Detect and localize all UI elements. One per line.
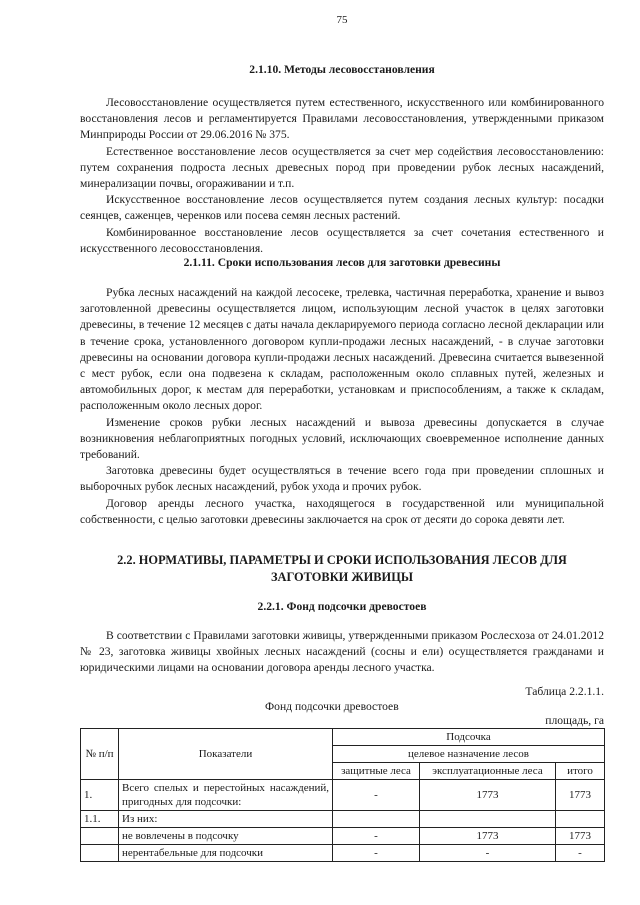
cell-label: Всего спелых и перестойных насаждений, пригодных для подсочки: bbox=[119, 780, 333, 811]
cell-protective: - bbox=[333, 780, 420, 811]
paragraph: Искусственное восстановление лесов осуществляется путем создания лесных культур: посадки сеянцев, саженцев, черенков или посева семян лесных растений. bbox=[80, 193, 604, 223]
header-group: Подсочка bbox=[333, 729, 605, 746]
cell-total: 1773 bbox=[556, 828, 605, 845]
cell-protective: - bbox=[333, 845, 420, 862]
paragraph: Естественное восстановление лесов осуществляется за счет мер содействия лесовосстановлению: путем сохранения подроста лесных древесных пород при проведении рубок лесных насаждений, минерализации почвы, огораживании и т.п. bbox=[80, 144, 604, 191]
cell-label: не вовлечены в подсочку bbox=[119, 828, 333, 845]
table-row bbox=[81, 780, 605, 811]
heading-2-1-11: 2.1.11. Сроки использования лесов для заготовки древесины bbox=[183, 256, 501, 269]
cell-protective: - bbox=[333, 828, 420, 845]
section-2-1-10-body bbox=[80, 95, 604, 257]
table-unit: площадь, га bbox=[545, 714, 604, 727]
cell-num bbox=[81, 828, 119, 845]
heading-2-2-1: 2.2.1. Фонд подсочки древостоев bbox=[257, 600, 427, 613]
table-row bbox=[81, 811, 605, 828]
cell-num bbox=[81, 845, 119, 862]
heading-2-1-10: 2.1.10. Методы лесовосстановления bbox=[249, 63, 435, 76]
heading-2-2-line1: 2.2. НОРМАТИВЫ, ПАРАМЕТРЫ И СРОКИ ИСПОЛЬЗОВАНИЯ ЛЕСОВ ДЛЯ bbox=[117, 553, 567, 567]
cell-label: нерентабельные для подсочки bbox=[119, 845, 333, 862]
section-2-1-11-body bbox=[80, 285, 604, 528]
data-table bbox=[80, 728, 605, 862]
table-row bbox=[81, 828, 605, 845]
paragraph: В соответствии с Правилами заготовки живицы, утвержденными приказом Рослесхоза от 24.01.2012 № 23, заготовка живицы хвойных лесных насаждений (сосны и ели) осуществляется гражданами и юридическими лицами на основании договора аренды лесного участка. bbox=[80, 629, 604, 675]
cell-total: - bbox=[556, 845, 605, 862]
heading-2-2-line2: ЗАГОТОВКИ ЖИВИЦЫ bbox=[270, 570, 414, 584]
paragraph: Комбинированное восстановление лесов осуществляется за счет сочетания естественного и искусственного лесовосстановления. bbox=[80, 225, 604, 255]
table-title: Фонд подсочки древостоев bbox=[265, 700, 399, 713]
heading-2-2 bbox=[80, 552, 604, 586]
header-col-protective: защитные леса bbox=[333, 763, 420, 780]
cell-num: 1. bbox=[81, 780, 119, 811]
header-col-total: итого bbox=[556, 763, 605, 780]
table-row bbox=[81, 845, 605, 862]
cell-exploitation: 1773 bbox=[420, 780, 556, 811]
table-header-row bbox=[81, 729, 605, 746]
cell-exploitation: - bbox=[420, 845, 556, 862]
cell-total bbox=[556, 811, 605, 828]
header-num: № п/п bbox=[81, 729, 119, 780]
paragraph: Изменение сроков рубки лесных насаждений и вывоза древесины допускается в случае возникновения неблагоприятных погодных условий, исключающих своевременное исполнение данных требований. bbox=[80, 415, 604, 462]
cell-protective bbox=[333, 811, 420, 828]
page-number: 75 bbox=[336, 14, 348, 26]
cell-exploitation: 1773 bbox=[420, 828, 556, 845]
cell-total: 1773 bbox=[556, 780, 605, 811]
paragraph: Заготовка древесины будет осуществляться в течение всего года при проведении сплошных и выборочных рубок лесных насаждений, рубок ухода и прочих рубок. bbox=[80, 464, 604, 494]
cell-num: 1.1. bbox=[81, 811, 119, 828]
cell-label: Из них: bbox=[119, 811, 333, 828]
section-2-2-1-body bbox=[80, 628, 604, 677]
cell-exploitation bbox=[420, 811, 556, 828]
header-col-exploitation: эксплуатационные леса bbox=[420, 763, 556, 780]
table-label: Таблица 2.2.1.1. bbox=[525, 685, 604, 698]
paragraph: Лесовосстановление осуществляется путем естественного, искусственного или комбинированного восстановления лесов и регламентируется Правилами лесовосстановления, утвержденными приказом Минприроды России от 29.06.2016 № 375. bbox=[80, 96, 604, 142]
paragraph: Договор аренды лесного участка, находящегося в государственной или муниципальной собственности, с целью заготовки древесины заключается на срок от десяти до сорока девяти лет. bbox=[80, 496, 604, 526]
paragraph: Рубка лесных насаждений на каждой лесосеке, трелевка, частичная переработка, хранение и вывоз заготовленной древесины осуществляется лицом, использующим лесной участок в целях заготовки древесины, в течение 12 месяцев с даты начала декларируемого периода согласно лесной декларации или в течение срока, установленного договором купли-продажи лесных насаждений, - в случае заготовки древесины на основании договора купли-продажи лесных насаждений. Древесина считается вывезенной с мест рубок, если она подвезена к складам, расположенным около сплавных путей, железных и автомобильных дорог, к местам для переработки, установкам и приспособлениям, а также к складам, расположенным около лесных дорог. bbox=[80, 286, 604, 413]
header-subgroup: целевое назначение лесов bbox=[333, 746, 605, 763]
header-indicators: Показатели bbox=[119, 729, 333, 780]
